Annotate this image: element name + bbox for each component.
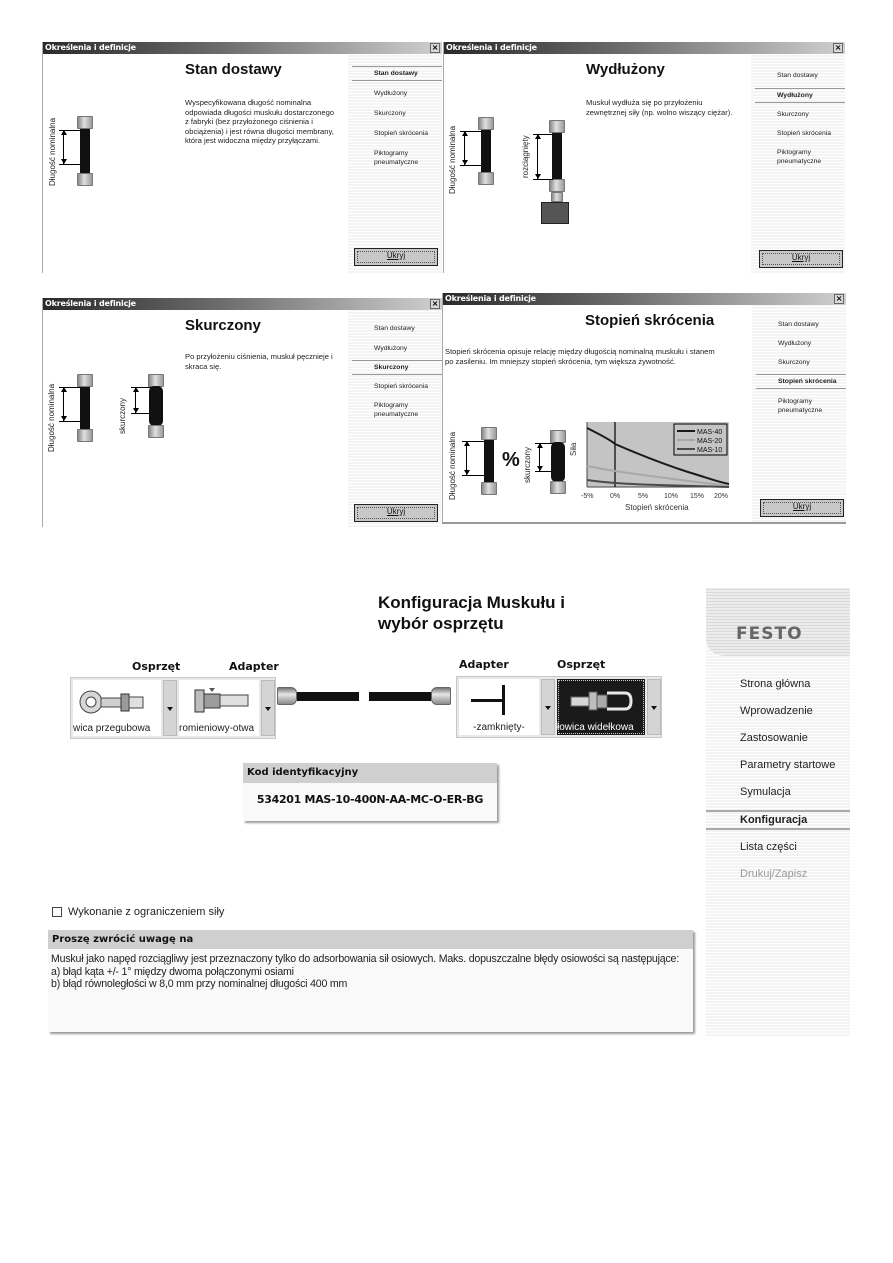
contracted-label: skurczony [523,446,532,483]
legend-mas-40: MAS-40 [697,429,723,436]
nav-stopien-skrocenia[interactable]: Stopień skrócenia [756,374,846,389]
svg-text:5%: 5% [638,493,649,500]
dialog-heading: Stan dostawy [185,61,282,78]
sidebar-item-wprowadzenie[interactable]: Wprowadzenie [740,705,813,717]
nominal-length-label: Długość nominalna [448,125,457,194]
right-adapter-dropdown-button[interactable] [541,679,555,735]
sidebar-item-konfiguracja[interactable]: Konfiguracja [706,810,850,830]
rod-eye-icon [77,686,157,718]
dialog-nav [752,305,846,522]
muscle-contracted-illustration [148,374,164,438]
sidebar-item-drukuj-zapisz: Drukuj/Zapisz [740,868,808,880]
nav-stan-dostawy[interactable]: Stan dostawy [352,66,442,81]
nav-stan-dostawy[interactable]: Stan dostawy [374,325,415,332]
right-adapter-label: Adapter [459,658,509,671]
svg-text:-5%: -5% [581,493,594,500]
dialog-description: Muskuł wydłuża się po przyłożeniu zewnętrznej siły (np. wolno wiszący ciężar). [586,98,733,117]
dimension-arrow [539,443,540,471]
weight-icon [541,202,569,224]
dialog-nav [751,54,845,273]
dialog-description: Stopień skrócenia opisuje relację między długością nominalną muskułu i stanem po zasileniu. Im mniejszy stopień skrócenia, tym większa żywotność. [445,347,715,366]
svg-text:10%: 10% [664,493,679,500]
force-limit-label: Wykonanie z ograniczeniem siły [68,906,225,918]
adapter-icon [183,684,259,716]
nominal-length-label: Długość nominalna [448,431,457,500]
close-icon[interactable]: × [431,43,439,52]
svg-text:0%: 0% [610,493,621,500]
page-title: Konfiguracja Muskułu i wybór osprzętu [378,593,566,633]
svg-text:20%: 20% [714,493,729,500]
stretched-label: rozciągnięty [521,135,530,178]
dialog-titlebar[interactable] [43,298,442,310]
muscle-nominal-illustration [478,117,494,185]
right-hose-fitting [431,687,451,705]
right-accessory-label: Osprzęt [557,658,606,671]
closed-end-icon [471,699,503,702]
nav-piktogramy[interactable]: Piktogramy pneumatyczne [374,402,419,418]
right-accessory-dropdown-button[interactable] [647,679,661,735]
notice-item-b: b) błąd równoległości w 8,0 mm przy nominalnej długości 400 mm [51,978,348,990]
legend-mas-10: MAS-10 [697,447,723,454]
sidebar-item-zastosowanie[interactable]: Zastosowanie [740,732,808,744]
close-icon[interactable]: × [431,299,439,308]
dimension-arrow [63,387,64,421]
dialog-nav [348,310,442,527]
hide-button[interactable]: Ukryj [759,250,843,268]
shortening-force-chart [568,418,733,524]
left-adapter-dropdown-button[interactable] [261,680,275,736]
dialog-nav [348,54,442,273]
dialog-description: Wyspecyfikowana długość nominalna odpowiada długości muskułu dostarczonego z fabryki (bez przyłożonego ciśnienia i obciążenia) i jest równa długości membrany, która jest widoczna między przyłączami. [185,98,335,146]
chart-ylabel: Siła [569,442,578,456]
dialog-skurczony [42,298,442,527]
dimension-arrow [537,134,538,179]
nav-stopien-skrocenia[interactable]: Stopień skrócenia [374,130,429,137]
nav-piktogramy[interactable]: Piktogramy pneumatyczne [778,398,823,414]
close-icon[interactable]: × [834,43,842,52]
left-accessory-select[interactable]: wica przegubowa [73,680,161,736]
notice-panel [48,930,693,1032]
festo-logo: FESTO [706,588,850,656]
nav-stan-dostawy[interactable]: Stan dostawy [777,72,818,79]
nominal-length-label: Długość nominalna [48,117,57,186]
right-adapter-select[interactable]: -zamknięty- [459,679,539,735]
legend-mas-20: MAS-20 [697,438,723,445]
nav-piktogramy[interactable]: Piktogramy pneumatyczne [374,150,419,166]
dimension-arrow [63,130,64,164]
right-accessory-select[interactable]: łowica widełkowa [557,679,645,735]
nominal-length-label: Długość nominalna [47,383,56,452]
nav-stopien-skrocenia[interactable]: Stopień skrócenia [374,383,429,390]
dialog-heading: Stopień skrócenia [585,312,715,329]
notice-header: Proszę zwrócić uwagę na [48,930,693,949]
notice-text: Muskuł jako napęd rozciągliwy jest przeznaczony tylko do adsorbowania sił osiowych. Maks. dopuszczalne błędy osiowości są następujące: [51,953,679,965]
left-accessory-dropdown-button[interactable] [163,680,177,736]
sidebar [706,588,850,1036]
nav-stopien-skrocenia[interactable]: Stopień skrócenia [777,130,832,137]
dialog-description: Po przyłożeniu ciśnienia, muskuł pęcznieje i skraca się. [185,352,333,371]
force-limit-option[interactable] [52,906,224,918]
chart-xlabel: Stopień skrócenia [625,503,689,512]
nav-skurczony[interactable]: Skurczony [374,110,406,117]
nav-skurczony[interactable]: Skurczony [352,360,442,375]
dimension-arrow [466,441,467,475]
hide-button[interactable]: Ukryj [354,504,438,522]
dialog-heading: Skurczony [185,317,261,334]
dialog-title: Określenia i definicje [45,43,136,52]
close-icon[interactable]: × [835,294,843,303]
dialog-heading: Wydłużony [586,61,665,78]
nav-stan-dostawy[interactable]: Stan dostawy [778,321,819,328]
sidebar-item-strona-glowna[interactable]: Strona główna [740,678,811,690]
force-limit-checkbox[interactable] [52,907,62,917]
left-accessory-label: Osprzęt [132,660,181,673]
muscle-nominal-illustration [77,116,93,186]
muscle-hose-left [297,692,359,701]
sidebar-item-parametry-startowe[interactable]: Parametry startowe [740,759,836,771]
muscle-nominal-illustration [77,374,93,442]
hide-button[interactable]: Ukryj [760,499,844,517]
nav-skurczony[interactable]: Skurczony [777,111,809,118]
muscle-contracted-illustration [550,430,566,494]
closed-end-icon-bar [502,685,505,715]
right-selector-group [456,676,662,738]
contracted-label: skurczony [118,397,127,434]
muscle-hose-right [369,692,431,701]
identification-code-value: 534201 MAS-10-400N-AA-MC-O-ER-BG [256,793,484,806]
sidebar-item-lista-czesci[interactable]: Lista części [740,841,797,853]
dialog-title: Określenia i definicje [445,294,536,303]
percent-symbol: % [502,449,520,471]
nav-wydluzony[interactable]: Wydłużony [374,345,408,352]
nav-wydluzony[interactable]: Wydłużony [374,90,408,97]
notice-item-a: a) błąd kąta +/- 1° między dwoma połączonymi osiami [51,965,294,978]
dialog-titlebar[interactable] [443,293,846,305]
sidebar-item-symulacja[interactable]: Symulacja [740,786,791,798]
dialog-stopien-skrocenia [442,293,846,524]
nav-wydluzony[interactable]: Wydłużony [755,88,845,103]
left-selector-group [70,677,276,739]
dimension-arrow [135,387,136,413]
svg-text:15%: 15% [690,493,705,500]
left-adapter-label: Adapter [229,660,279,673]
dimension-arrow [464,131,465,165]
dialog-title: Określenia i definicje [446,43,537,52]
nav-wydluzony[interactable]: Wydłużony [778,340,812,347]
hide-button[interactable]: Ukryj [354,248,438,266]
clevis-icon [561,685,641,717]
dialog-stan-dostawy [42,42,442,273]
dialog-titlebar[interactable] [444,42,845,54]
left-hose-fitting [277,687,297,705]
left-adapter-select[interactable]: romieniowy-otwa [179,680,259,736]
identification-code-header: Kod identyfikacyjny [243,763,497,783]
muscle-nominal-illustration [481,427,497,495]
nav-skurczony[interactable]: Skurczony [778,359,810,366]
dialog-wydluzony [443,42,845,273]
identification-code-panel [243,763,497,821]
dialog-title: Określenia i definicje [45,299,136,308]
nav-piktogramy[interactable]: Piktogramy pneumatyczne [777,149,822,165]
dialog-titlebar[interactable] [43,42,442,54]
